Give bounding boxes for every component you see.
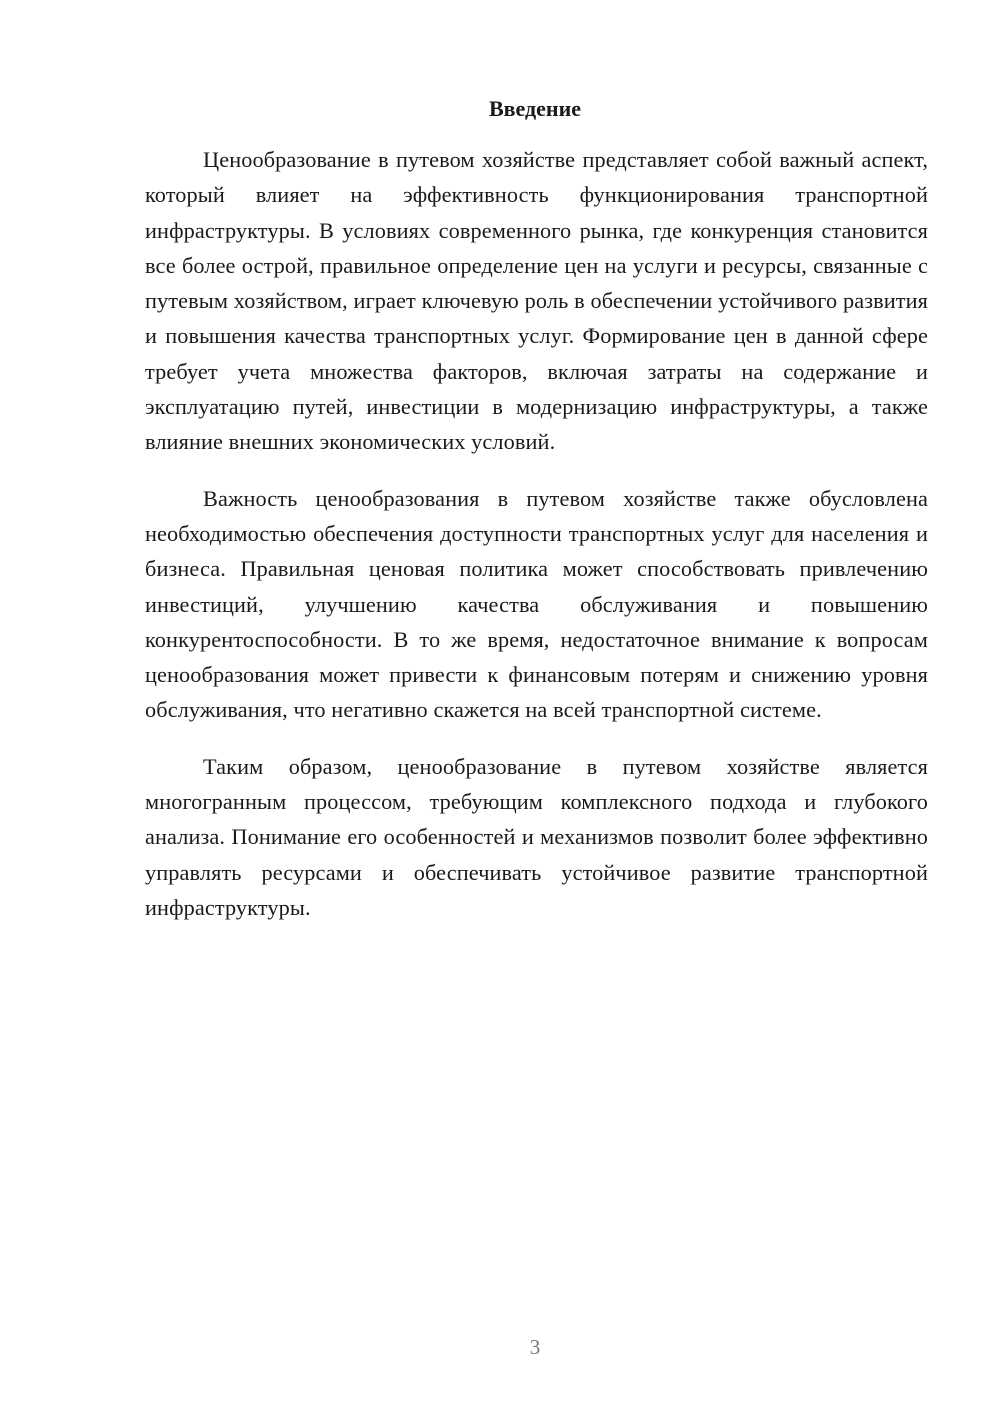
section-heading: Введение (488, 96, 582, 121)
body-text (145, 142, 928, 946)
paragraph-1: Ценообразование в путевом хозяйстве представляет собой важный аспект, который влияет на эффективность функционирования транспортной инфраструктуры. В условиях современного рынка, где конкуренция становится все более острой, правильное определение цен на услуги и ресурсы, связанные с путевым хозяйством, играет ключевую роль в обеспечении устойчивого развития и повышения качества транспортных услуг. Формирование цен в данной сфере требует учета множества факторов, включая затраты на содержание и эксплуатацию путей, инвестиции в модернизацию инфраструктуры, а также влияние внешних экономических условий. (145, 147, 928, 455)
page-number: 3 (529, 1335, 541, 1359)
paragraph-2: Важность ценообразования в путевом хозяйстве также обусловлена необходимостью обеспечения доступности транспортных услуг для населения и бизнеса. Правильная ценовая политика может способствовать привлечению инвестиций, улучшению качества обслуживания и повышению конкурентоспособности. В то же время, недостаточное внимание к вопросам ценообразования может привести к финансовым потерям и снижению уровня обслуживания, что негативно скажется на всей транспортной системе. (145, 485, 928, 723)
paragraph-3: Таким образом, ценообразование в путевом хозяйстве является многогранным процессом, требующим комплексного подхода и глубокого анализа. Понимание его особенностей и механизмов позволит более эффективно управлять ресурсами и обеспечивать устойчивое развитие транспортной инфраструктуры. (145, 753, 928, 920)
